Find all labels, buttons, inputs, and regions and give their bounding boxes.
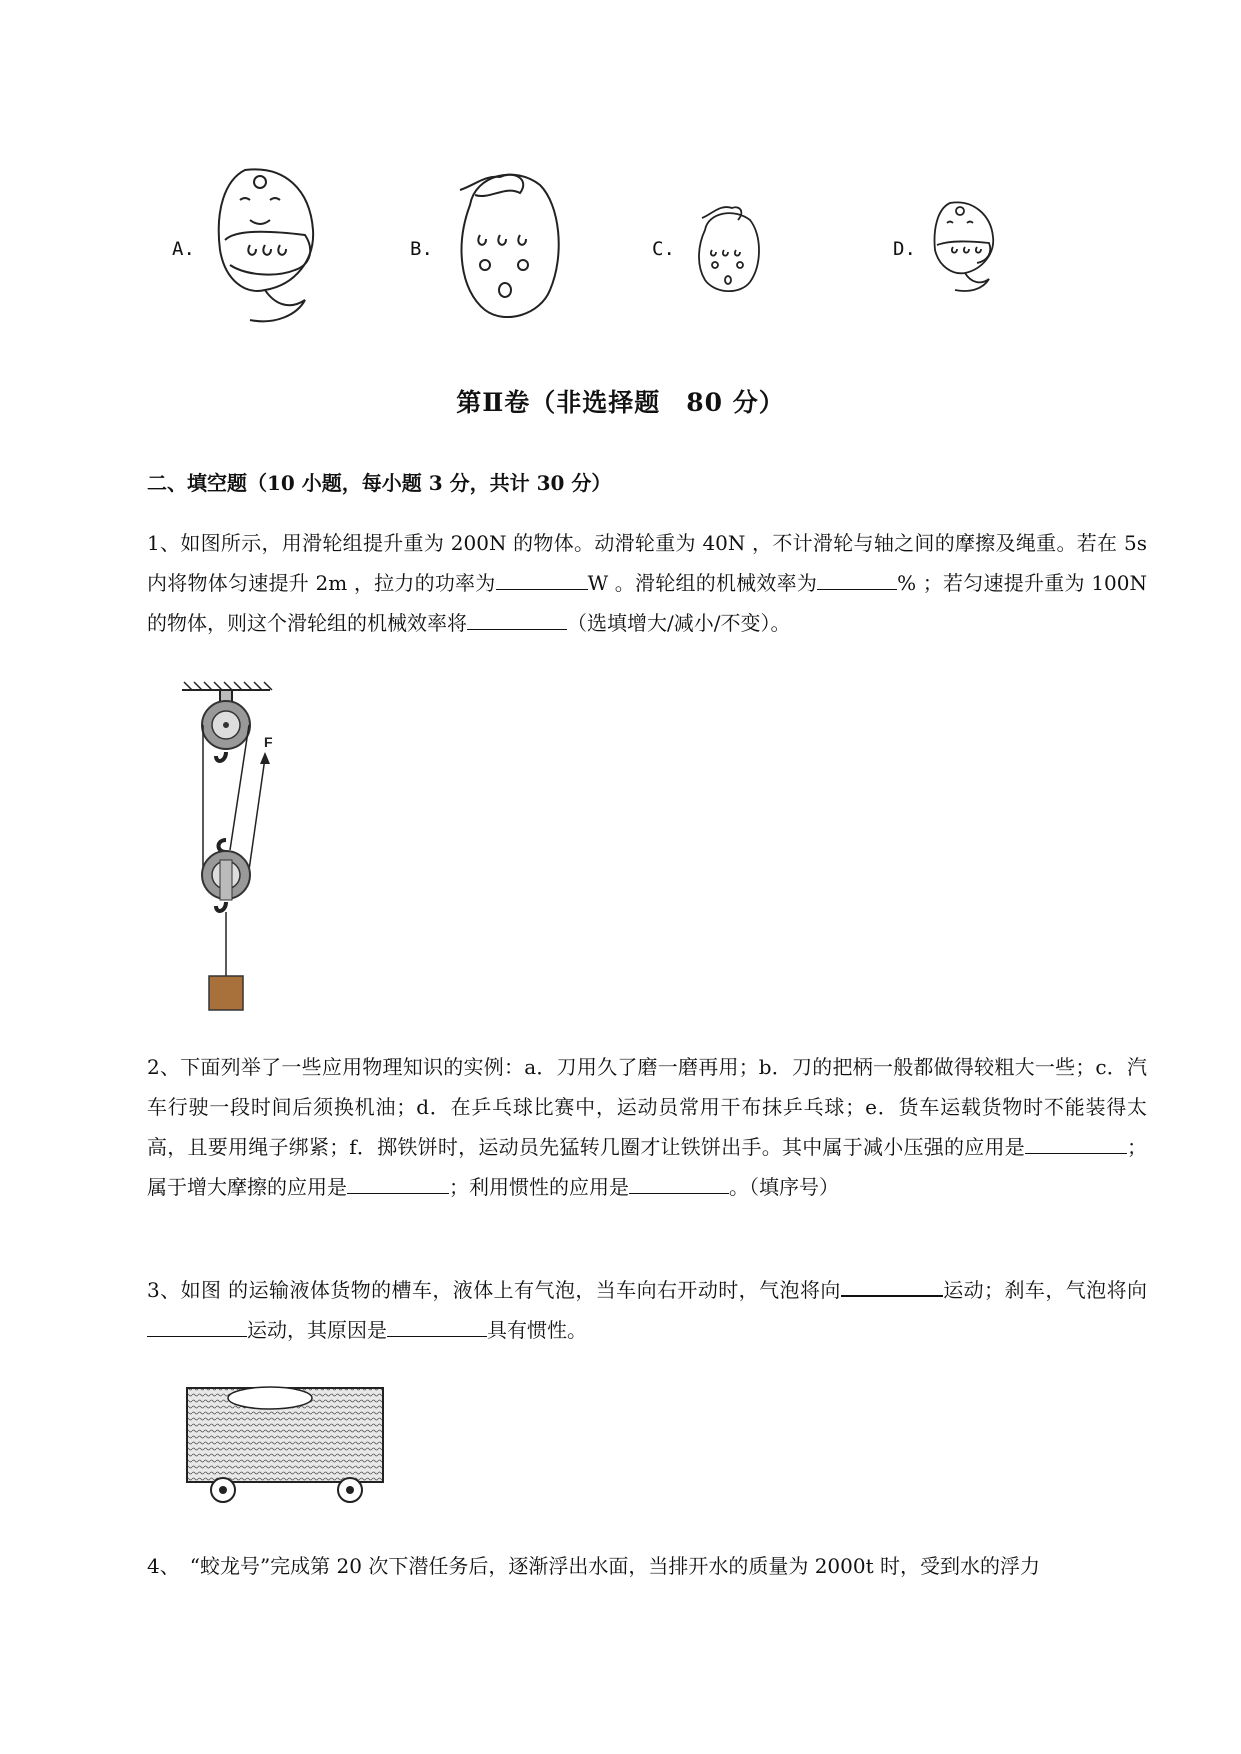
question-3-mid1: 运动；刹车，气泡将向 — [942, 1278, 1147, 1302]
left-wheel — [211, 1478, 235, 1502]
question-2-mid2: ；利用惯性的应用是 — [449, 1175, 629, 1199]
question-1 — [147, 523, 1147, 643]
q3-blank-brake[interactable] — [147, 1314, 247, 1337]
option-b-label: B. — [410, 238, 433, 260]
q1-blank-efficiency[interactable] — [817, 567, 897, 590]
option-b-image — [445, 165, 570, 335]
q1-blank-change[interactable] — [467, 607, 567, 630]
question-2-text: 2、下面列举了一些应用物理知识的实例：a．刀用久了磨一磨再用；b．刀的把柄一般都做得较粗大一些；c．汽车行驶一段时间后须换机油；d．在乒乓球比赛中，运动员常用干布抹乒乓球；e．货车运载货物时不能装得太高，且要用绳子绑紧；f．掷铁饼时，运动员先猛转几圈才让铁饼出手。其中属于减小压强的应用是 — [147, 1055, 1147, 1159]
option-a-image — [205, 160, 330, 330]
pulley-figure — [170, 680, 290, 1020]
q3-blank-reason[interactable] — [387, 1314, 487, 1337]
question-3-suffix: 具有惯性。 — [487, 1318, 587, 1342]
q2-blank-pressure[interactable] — [1025, 1131, 1127, 1154]
option-c-image — [690, 200, 770, 300]
q2-blank-friction[interactable] — [347, 1171, 449, 1194]
question-2 — [147, 1047, 1147, 1207]
q2-blank-inertia[interactable] — [629, 1171, 729, 1194]
option-c-label: C. — [652, 238, 675, 260]
option-d-image — [925, 195, 1005, 295]
question-1-prefix: 1、如图所示，用滑轮组提升重为 200N 的物体。动滑轮重为 40N ，不计滑轮与轴之间的摩擦及绳重。若在 5s 内将物体匀速提升 2m ，拉力的功率为 — [147, 531, 1147, 595]
force-label: F — [264, 734, 273, 750]
question-2-suffix: 。（填序号） — [729, 1175, 839, 1199]
question-1-mid: % ；若匀速提升重为 100N 的物体，则这个滑轮组的机械效率将 — [147, 571, 1148, 635]
option-d-label: D. — [893, 238, 916, 260]
tank-truck-figure — [180, 1380, 400, 1510]
q3-blank-start[interactable] — [841, 1273, 943, 1297]
question-2-mid1: ；属于增大摩擦的应用是 — [147, 1135, 1147, 1199]
question-4: 4、 “蛟龙号”完成第 20 次下潜任务后，逐渐浮出水面，当排开水的质量为 2000t 时，受到水的浮力 — [147, 1554, 1040, 1578]
question-3 — [147, 1270, 1147, 1350]
question-1-unit: W 。滑轮组的机械效率为 — [587, 571, 818, 595]
question-1-suffix: （选填增大/减小/不变）。 — [567, 611, 791, 635]
option-a-label: A. — [172, 238, 195, 260]
q1-blank-power[interactable] — [496, 567, 588, 590]
part-two-heading: 二、填空题（10 小题，每小题 3 分，共计 30 分） — [147, 471, 612, 495]
right-wheel — [338, 1478, 362, 1502]
question-3-prefix: 3、如图 的运输液体货物的槽车，液体上有气泡，当车向右开动时，气泡将向 — [147, 1278, 841, 1302]
question-3-mid2: 运动，其原因是 — [247, 1318, 387, 1342]
section-title: 第Ⅱ卷（非选择题 80 分） — [456, 388, 785, 417]
